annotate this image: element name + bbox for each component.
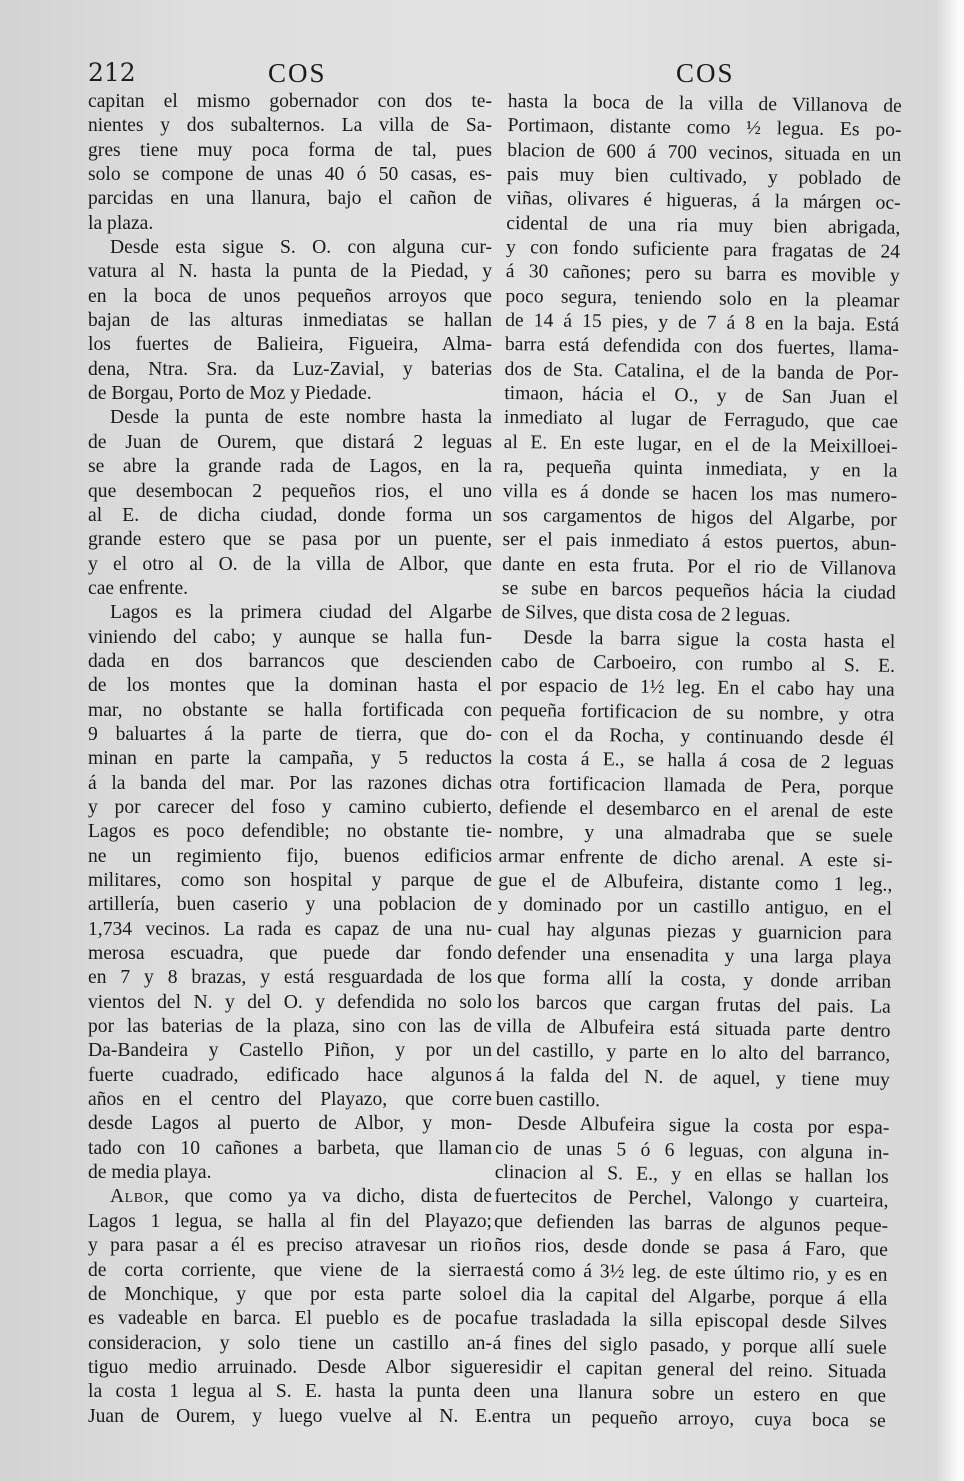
text-line: y por carecer del foso y camino cubierto, xyxy=(88,796,492,818)
text-line: barra está defendida con dos fuertes, llama- xyxy=(504,334,899,361)
text-line: blacion de 600 á 700 vecinos, situada en un xyxy=(507,139,902,166)
text-line: Desde la barra sigue la costa hasta el xyxy=(523,626,896,653)
text-line: es vadeable en barca. El pueblo es de poca xyxy=(88,1308,492,1330)
text-line: la costa 1 legua al S. E. hasta la punta de xyxy=(88,1381,492,1403)
text-line: dante en esta fruta. Por el rio de Villanova xyxy=(502,553,897,580)
text-line: los fuertes de Balieira, Figueira, Alma- xyxy=(88,334,492,356)
text-line: fuerte cuadrado, edificado hace algunos xyxy=(88,1064,492,1086)
text-line: y el otro al O. de la villa de Albor, que xyxy=(88,553,492,575)
text-line: de corta corriente, que viene de la sierra xyxy=(88,1259,492,1281)
text-line: Da-Bandeira y Castello Piñon, y por un xyxy=(88,1040,492,1062)
text-line: del castillo, y parte en lo alto del barranco, xyxy=(496,1040,891,1067)
text-line: Portimaon, distante como ½ legua. Es po- xyxy=(507,115,902,142)
text-line: defiende el desembarco en el arenal de este xyxy=(499,796,894,823)
text-line: vientos del N. y del O. y defendida no solo xyxy=(88,991,492,1013)
text-line: en una llanura sobre un estero en que xyxy=(491,1381,887,1407)
text-line: tado con 10 cañones a barbeta, que llaman xyxy=(88,1137,492,1159)
text-line: la plaza. xyxy=(88,212,154,234)
text-line: residir el capitan general del reino. Situada xyxy=(492,1356,887,1383)
text-line: de Juan de Ourem, que distará 2 leguas xyxy=(88,431,492,453)
text-line: con el da Rocha, y continuando desde él xyxy=(499,723,895,750)
text-line: que defienden las barras de algunos peque- xyxy=(494,1210,889,1237)
text-line: cidental de una ria muy bien abrigada, xyxy=(506,212,901,239)
text-line: á la banda del mar. Por las razones dichas xyxy=(88,772,492,794)
text-line: en 7 y 8 brazas, y está resguardada de los xyxy=(88,967,492,989)
text-line: otra fortificacion llamada de Pera, porque xyxy=(499,772,894,799)
running-head-right: COS xyxy=(676,58,735,88)
text-line: Lagos es la primera ciudad del Algarbe xyxy=(110,602,492,624)
text-line: que desembocan 2 pequeños rios, el uno xyxy=(88,480,492,502)
text-line: se abre la grande rada de Lagos, en la xyxy=(88,456,492,478)
text-line: clinacion al S. E., y en ellas se hallan los xyxy=(494,1162,889,1188)
text-line: Albor, que como ya va dicho, dista de xyxy=(110,1186,492,1208)
text-line: nombre, y una almadraba que se suele xyxy=(498,821,894,848)
text-line: gue el de Albufeira, distante como 1 leg., xyxy=(498,869,893,896)
running-head-left: COS xyxy=(268,58,327,88)
text-line: por las baterias de la plaza, sino con las de xyxy=(88,1016,492,1038)
left-text-column xyxy=(88,90,492,1429)
text-line: viñas, olivares é higueras, á la márgen oc- xyxy=(506,188,901,215)
text-line: merosa escuadra, que puede dar fondo xyxy=(88,943,492,965)
text-line: armar enfrente de dicho arenal. A este si- xyxy=(498,845,893,872)
text-line: el dia la capital del Algarbe, porque á ella xyxy=(493,1283,888,1310)
text-line: villa es á donde se hacen los mas numero- xyxy=(502,480,898,507)
text-line: cae enfrente. xyxy=(88,577,189,599)
text-line: Juan de Ourem, y luego vuelve al N. E. xyxy=(88,1405,492,1427)
text-line: está como á 3½ leg. de este último rio, y es en xyxy=(493,1259,888,1286)
text-line: villa de Albufeira está situada parte dentro xyxy=(496,1015,891,1042)
text-line: dos de Sta. Catalina, el de la banda de Por- xyxy=(504,358,899,385)
text-line: Lagos 1 legua, se halla al fin del Playazo; xyxy=(88,1210,492,1232)
text-line: de Borgau, Porto de Moz y Piedade. xyxy=(88,383,372,405)
text-line: mar, no obstante se halla fortificada con xyxy=(88,699,492,721)
text-line: bajan de las alturas inmediatas se hallan xyxy=(88,310,492,332)
text-line: artillería, buen caserio y una poblacion de xyxy=(88,894,492,916)
text-line: militares, como son hospital y parque de xyxy=(88,870,492,891)
text-line: á 30 cañones; pero su barra es movible y xyxy=(505,261,900,288)
text-line: de 14 á 15 pies, y de 7 á 8 en la baja. Está xyxy=(505,310,900,336)
text-line: por espacio de 1½ leg. En el cabo hay una xyxy=(500,675,895,702)
text-line: minan en parte la campaña, y 5 reductos xyxy=(88,748,492,770)
text-line: de Monchique, y que por esta parte solo xyxy=(88,1283,492,1305)
text-line: de Silves, que dista cosa de 2 leguas. xyxy=(501,602,791,627)
text-line: parcidas en una llanura, bajo el cañon de xyxy=(88,188,492,210)
text-line: años en el centro del Playazo, que corre xyxy=(88,1089,492,1111)
text-line: ños rios, desde donde se pasa á Faro, que xyxy=(493,1235,888,1261)
text-line: Lagos es poco defendible; no obstante tie- xyxy=(88,821,492,843)
text-line: viniendo del cabo; y aunque se halla fun- xyxy=(88,626,492,648)
page-gutter-edge xyxy=(936,0,964,1481)
text-line: 1,734 vecinos. La rada es capaz de una nu- xyxy=(88,918,492,940)
text-line: de los montes que la dominan hasta el xyxy=(88,675,492,697)
text-line: Desde esta sigue S. O. con alguna cur- xyxy=(110,237,492,259)
text-line: cabo de Carboeiro, con rumbo al S. E. xyxy=(500,650,896,677)
text-line: hasta la boca de la villa de Villanova de xyxy=(507,90,902,117)
text-line: y para pasar a él es preciso atravesar un rio xyxy=(88,1235,492,1257)
text-line: en la boca de unos pequeños arroyos que xyxy=(88,285,492,307)
text-line: consideracion, y solo tiene un castillo an- xyxy=(88,1332,492,1354)
text-line: ra, pequeña quinta inmediata, y en la xyxy=(503,456,898,482)
text-line: buen castillo. xyxy=(495,1089,601,1112)
text-line: al E. de dicha ciudad, donde forma un xyxy=(88,504,492,526)
text-line: y dominado por un castillo antiguo, en el xyxy=(497,894,893,921)
text-line: pequeña fortificacion de su nombre, y otra xyxy=(500,699,895,726)
text-line: poco segura, teniendo solo en la pleamar xyxy=(505,285,900,312)
text-line: ne un regimiento fijo, buenos edificios xyxy=(88,845,492,867)
text-line: los barcos que cargan frutas del pais. La xyxy=(496,991,891,1018)
text-line: desde Lagos al puerto de Albor, y mon- xyxy=(88,1113,492,1135)
text-line: vatura al N. hasta la punta de la Piedad, y xyxy=(88,261,492,283)
text-line: cio de unas 5 ó 6 leguas, con alguna in- xyxy=(494,1137,890,1164)
text-line: defender una ensenadita y una larga playa xyxy=(497,942,892,969)
text-line: Desde Albufeira sigue la costa por espa- xyxy=(517,1113,890,1140)
text-line: inmediato al lugar de Ferragudo, que cae xyxy=(503,407,899,434)
text-line: gres tiene muy poca forma de tal, pues xyxy=(88,139,492,161)
text-line: la costa á E., se halla á cosa de 2 leguas xyxy=(499,748,894,775)
text-line: ser el pais inmediato á estos puertos, abun- xyxy=(502,529,897,555)
right-text-column xyxy=(492,90,902,1434)
small-caps-lead: Albor xyxy=(110,1186,164,1208)
text-line: Desde la punta de este nombre hasta la xyxy=(110,407,492,429)
text-line: y con fondo suficiente para fragatas de 24 xyxy=(505,237,901,263)
text-line: solo se compone de unas 40 ó 50 casas, es- xyxy=(88,164,492,186)
page-number: 212 xyxy=(88,58,136,87)
text-line: de media playa. xyxy=(88,1162,212,1184)
text-line: dena, Ntra. Sra. da Luz-Zavial, y baterias xyxy=(88,358,492,380)
text-line: al E. En este lugar, en el de la Meixilloei- xyxy=(503,431,898,458)
text-line: 9 baluartes á la parte de tierra, que do- xyxy=(88,723,492,745)
text-line: capitan el mismo gobernador con dos te- xyxy=(88,91,492,112)
text-line: cual hay algunas piezas y guarnicion para xyxy=(497,918,892,945)
text-line: que forma allí la costa, y donde arriban xyxy=(497,967,892,994)
text-line: fue trasladada la silla episcopal desde Silves xyxy=(492,1308,888,1334)
text-line: fuertecitos de Perchel, Valongo y cuarteira, xyxy=(494,1186,889,1213)
text-line: á la falda del N. de aquel, y tiene muy xyxy=(495,1064,891,1091)
text-line: se sube en barcos pequeños hácia la ciudad xyxy=(501,577,897,604)
text-line: entra un pequeño arroyo, cuya boca se xyxy=(491,1405,886,1432)
text-line: nientes y dos subalternos. La villa de Sa- xyxy=(88,115,492,137)
text-line: grande estero que se pasa por un puente, xyxy=(88,529,492,551)
text-line: pais muy bien cultivado, y poblado de xyxy=(506,164,902,190)
text-line: dada en dos barrancos que descienden xyxy=(88,650,492,672)
text-line: á fines del siglo pasado, y porque allí suele xyxy=(492,1332,887,1359)
text-line: tiguo medio arruinado. Desde Albor sigue xyxy=(88,1356,492,1378)
text-line: timaon, hácia el O., y de San Juan el xyxy=(504,383,899,409)
text-line: sos cargamentos de higos del Algarbe, por xyxy=(502,504,897,531)
